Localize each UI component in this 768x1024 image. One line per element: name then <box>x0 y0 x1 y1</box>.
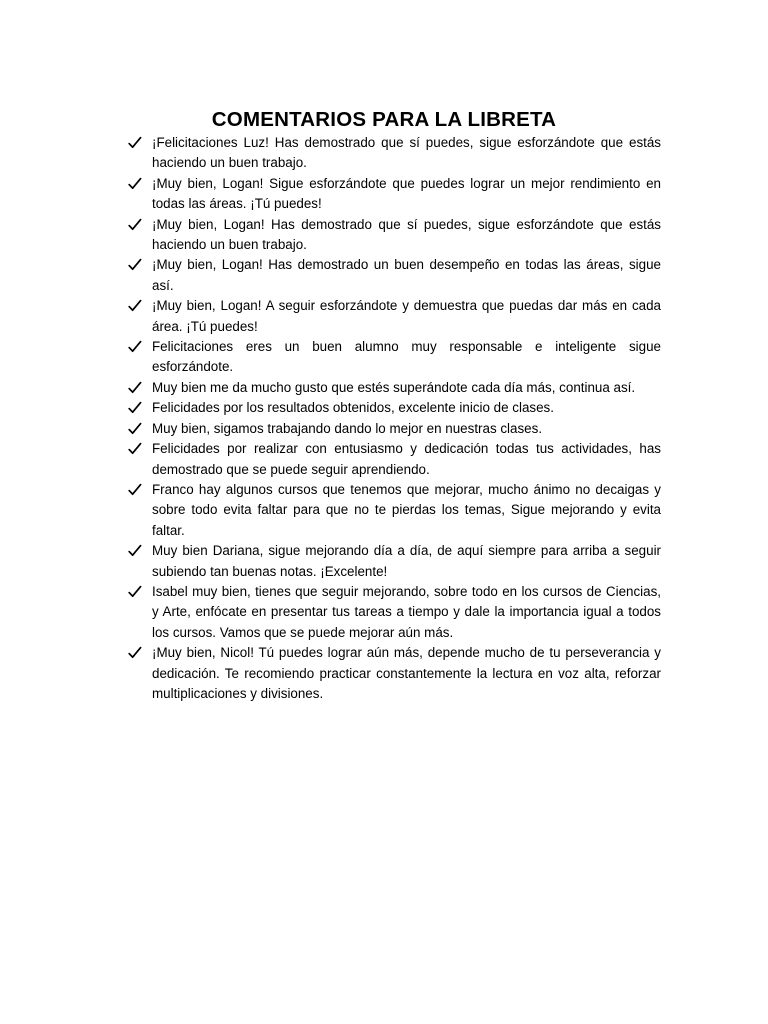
comment-text: ¡Muy bien, Logan! Sigue esforzándote que puedes lograr un mejor rendimiento en todas las áreas. ¡Tú puedes! <box>152 175 661 212</box>
checkmark-icon <box>128 255 142 275</box>
checkmark-icon <box>128 419 142 439</box>
comment-text: ¡Muy bien, Logan! Has demostrado un buen desempeño en todas las áreas, sigue así. <box>152 257 661 293</box>
comment-text: Isabel muy bien, tienes que seguir mejorando, sobre todo en los cursos de Ciencias, y Arte, enfócate en presentar tus tareas a tiempo y dale la importancia igual a todos los cursos. Vamos que se puede mejorar aún más. <box>152 583 661 640</box>
checkmark-icon <box>128 541 142 561</box>
list-item <box>126 398 661 418</box>
checkmark-icon <box>128 215 142 235</box>
list-item <box>126 541 661 582</box>
list-item <box>126 582 661 643</box>
checkmark-icon <box>128 296 142 316</box>
comment-text: Felicitaciones eres un buen alumno muy responsable e inteligente sigue esforzándote. <box>152 339 661 375</box>
comment-text: Muy bien, sigamos trabajando dando lo mejor en nuestras clases. <box>152 420 543 436</box>
checkmark-icon <box>128 337 142 357</box>
comment-text: Muy bien Dariana, sigue mejorando día a día, de aquí siempre para arriba a seguir subiendo tan buenas notas. ¡Excelente! <box>152 543 661 579</box>
list-item <box>126 439 661 480</box>
checkmark-icon <box>128 439 142 459</box>
comment-text: ¡Muy bien, Nicol! Tú puedes lograr aún más, depende mucho de tu perseverancia y dedicación. Te recomiendo practicar constantemente la lectura en voz alta, reforzar multiplicaciones y divisiones. <box>152 645 661 701</box>
list-item <box>126 480 661 541</box>
comment-text: Felicidades por realizar con entusiasmo y dedicación todas tus actividades, has demostrado que se puede seguir aprendiendo. <box>152 441 661 477</box>
comment-text: Felicidades por los resultados obtenidos, excelente inicio de clases. <box>152 400 554 416</box>
checkmark-icon <box>128 174 142 194</box>
checkmark-icon <box>128 480 142 500</box>
checkmark-icon <box>128 643 142 663</box>
list-item <box>126 419 661 439</box>
checkmark-icon <box>128 398 142 418</box>
checkmark-icon <box>128 582 142 602</box>
list-item <box>126 133 661 174</box>
checkmark-icon <box>128 133 142 153</box>
list-item <box>126 643 661 704</box>
list-item <box>126 215 661 256</box>
comment-text: ¡Muy bien, Logan! A seguir esforzándote y demuestra que puedas dar más en cada área. ¡Tú puedes! <box>152 298 661 334</box>
comment-text: ¡Felicitaciones Luz! Has demostrado que sí puedes, sigue esforzándote que estás haciendo un buen trabajo. <box>152 135 661 171</box>
list-item <box>126 337 661 378</box>
comment-list <box>126 133 661 704</box>
list-item <box>126 255 661 296</box>
comment-text: Muy bien me da mucho gusto que estés superándote cada día más, continua así. <box>152 379 636 395</box>
page-title: COMENTARIOS PARA LA LIBRETA <box>211 107 557 131</box>
list-item <box>126 296 661 337</box>
comment-text: Franco hay algunos cursos que tenemos que mejorar, mucho ánimo no decaigas y sobre todo evita faltar para que no te pierdas los temas, Sigue mejorando y evita faltar. <box>152 481 661 538</box>
list-item <box>126 378 661 398</box>
comment-text: ¡Muy bien, Logan! Has demostrado que sí puedes, sigue esforzándote que estás haciendo un buen trabajo. <box>152 216 661 253</box>
list-item <box>126 174 661 215</box>
checkmark-icon <box>128 378 142 398</box>
